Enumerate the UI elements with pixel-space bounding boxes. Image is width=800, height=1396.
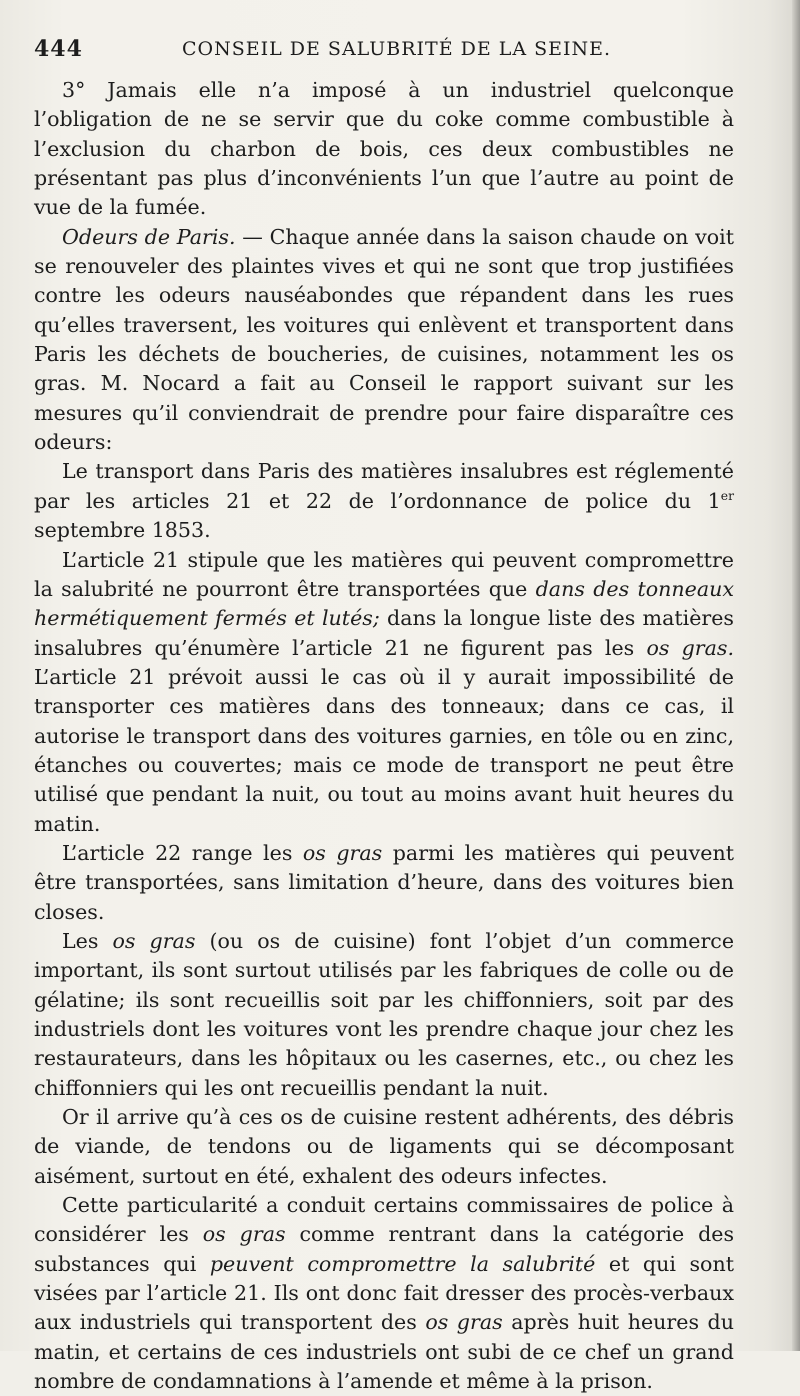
paragraph-6 [34,927,734,1103]
paragraph-8-text-c: et qui sont visées par l’article 21. Ils ont donc fait dresser des procès-verbaux aux industriels qui transportent des [34,1251,734,1335]
paragraph-8-text-d: après huit heures du matin, et certains de ces industriels ont subi de ce chef un grand nombre de condamnations à l’amende et même à la prison. [34,1310,734,1394]
section-heading: Odeurs de Paris. [62,224,236,249]
page-edge-shadow [792,0,800,1351]
paragraph-8-text-a: Cette particularité a conduit certains commissaires de police à considérer les [34,1193,734,1247]
running-title: CONSEIL DE SALUBRITÉ DE LA SEINE. [182,38,612,60]
paragraph-8-emphasis-1: os gras [202,1222,286,1247]
paragraph-2 [34,223,734,458]
paragraph-8-text-b: comme rentrant dans la catégorie des substances qui [34,1222,735,1276]
paragraph-8-emphasis-3: os gras [425,1310,503,1335]
paragraph-2-text: — Chaque année dans la saison chaude on voit se renouveler des plaintes vives et qui ne sont que trop justifiées contre les odeurs nauséabondes que répandent dans les rues qu’elles traversent, les voitures qui enlèvent et transportent dans Paris les déchets de boucheries, de cuisines, notamment les os gras. M. Nocard a fait au Conseil le rapport suivant sur les mesures qu’il conviendrait de prendre pour faire disparaître ces odeurs: [34,224,734,455]
paragraph-5-text-b: parmi les matières qui peuvent être transportées, sans limitation d’heure, dans des voitures bien closes. [34,840,734,924]
page-number: 444 [34,36,83,62]
paragraph-7 [34,1103,734,1191]
ordinal-superscript: er [720,488,734,503]
page-header [34,36,760,66]
paragraph-8-emphasis-2: peuvent compromettre la salubrité [209,1251,596,1276]
paragraph-7-text: Or il arrive qu’à ces os de cuisine restent adhérents, des débris de viande, de tendons ou de ligaments qui se décomposant aisément, surtout en été, exhalent des odeurs infectes. [34,1105,734,1188]
paragraph-4-emphasis-1: dans des tonneaux hermétiquement fermés et lutés; [34,576,734,631]
paragraph-5 [34,839,734,927]
paragraph-3 [34,457,734,545]
paragraph-6-text-a: Les [62,928,113,953]
paragraph-6-emphasis: os gras [112,928,196,953]
paragraph-6-text-b: (ou os de cuisine) font l’objet d’un commerce important, ils sont surtout utilisés par les fabriques de colle ou de gélatine; ils sont recueillis soit par les chiffonniers, soit par des industriels dont les voitures vont les prendre chaque jour chez les restaurateurs, dans les hôpitaux ou les casernes, etc., ou chez les chiffonniers qui les ont recueillis pendant la nuit. [34,928,735,1100]
paragraph-5-text-a: L’article 22 range les [62,840,303,865]
paragraph-3-text-a: Le transport dans Paris des matières insalubres est réglementé par les articles 21 et 22 de l’ordonnance de police du 1 [34,459,734,513]
paragraph-4 [34,546,734,839]
paragraph-1 [34,76,734,223]
paragraph-4-text-c: L’article 21 prévoit aussi le cas où il y aurait impossibilité de transporter ces matières dans des tonneaux; dans ce cas, il autorise le transport dans des voitures garnies, en tôle ou en zinc, étanches ou couvertes; mais ce mode de transport ne peut être utilisé que pendant la nuit, ou tout au moins avant huit heures du matin. [34,664,734,836]
paragraph-1-text: 3° Jamais elle n’a imposé à un industriel quelconque l’obligation de ne se servir que du coke comme combustible à l’exclusion du charbon de bois, ces deux combustibles ne présentant pas plus d’inconvénients l’un que l’autre au point de vue de la fumée. [34,78,734,220]
paragraph-4-text-a: L’article 21 stipule que les matières qui peuvent compromettre la salubrité ne pourront être transportées que [34,547,734,601]
paragraph-3-text-b: septembre 1853. [34,518,211,543]
paragraph-4-text-b: dans la longue liste des matières insalubres qu’énumère l’article 21 ne figurent pas les [34,606,734,660]
paragraph-5-emphasis: os gras [302,840,383,865]
paragraph-4-emphasis-2: os gras. [646,635,735,660]
body-text [34,76,734,1396]
paragraph-8 [34,1191,734,1396]
